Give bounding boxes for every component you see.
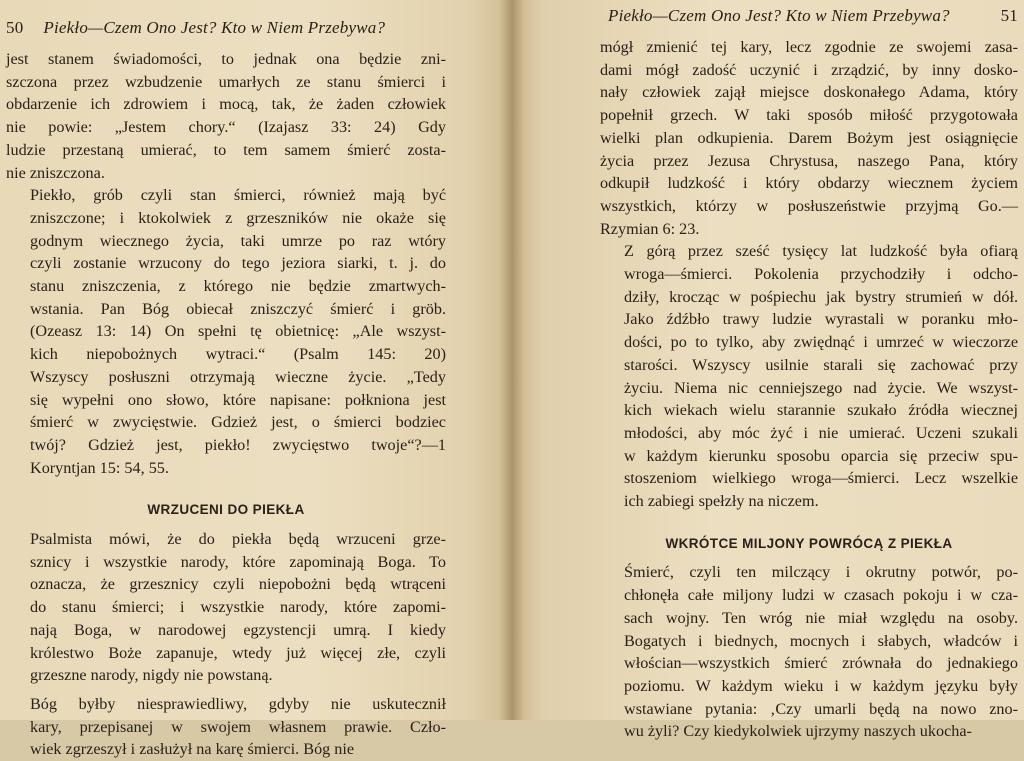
text-line: sznicy i wszystkie narody, które zapominają Boga. To — [30, 552, 446, 571]
right-page — [512, 0, 1024, 741]
text-line: zniszczone; i ktokolwiek z grzeszników nie okaże się — [30, 208, 446, 227]
text-line: w każdym kierunku sposobu oparcia się przeciw spu- — [624, 446, 1018, 465]
right-body-text — [600, 36, 1018, 743]
text-line: wielki plan odkupienia. Darem Bożym jest osiągnięcie — [600, 128, 1018, 147]
left-paragraph-2 — [6, 184, 446, 479]
text-line: nie powie: „Jestem chory.“ (Izajasz 33: 24) Gdy — [6, 118, 446, 137]
text-line: królestwo Boże zapanuje, wtedy już więcej złe, czyli — [30, 643, 446, 662]
text-line: wstawiane pytania: ‚Czy umarli będą na nowo zno- — [624, 699, 1018, 718]
right-running-title: Piekło—Czem Ono Jest? Kto w Niem Przebywa? — [608, 6, 950, 25]
text-line: starości. Wszyscy usilnie starali się zachować przy — [624, 355, 1018, 374]
text-line: kary, przepisanej w swojem własnem prawie. Czło- — [30, 717, 446, 736]
left-paragraph-1 — [6, 48, 446, 184]
text-line: Psalmista mówi, że do piekła będą wrzuceni grze- — [30, 530, 446, 549]
text-line: wu żyli? Czy kiedykolwiek ujrzymy naszych ukocha- — [624, 722, 972, 741]
left-paragraph-3 — [6, 528, 446, 687]
text-line: (Ozeasz 13: 14) On spełni tę obietnicę: „Ale wszyst- — [30, 322, 446, 341]
left-page-number: 50 — [6, 18, 24, 37]
text-line: kich wiekach wielu starannie szukało źródła wiecznej — [624, 401, 1018, 420]
left-paragraph-4 — [6, 693, 446, 761]
text-line: dości, po to tylko, aby zwiędnąć i umrzeć w wieczorze — [624, 333, 1018, 352]
right-running-head — [600, 6, 1018, 28]
text-line: Piekło, grób czyli stan śmierci, również mają być — [30, 186, 446, 205]
text-line: wroga—śmierci. Pokolenia przychodziły i odcho- — [624, 265, 1018, 284]
text-line: jest stanem świadomości, to jednak ona będzie zni- — [6, 50, 446, 68]
left-body-text — [6, 48, 446, 761]
left-running-title: Piekło—Czem Ono Jest? Kto w Niem Przebywa? — [43, 18, 386, 37]
text-line: młodości, aby móc żyć i nie umierać. Uczeni szukali — [624, 423, 1018, 442]
right-section-heading: WKRÓTCE MILJONY POWRÓCĄ Z PIEKŁA — [665, 535, 953, 551]
text-line: do stanu śmierci; i wszystkie narody, które zapomi- — [30, 598, 446, 617]
text-line: nają Boga, w narodowej egzystencji umrą. I kiedy — [30, 620, 446, 639]
text-line: kich niepobożnych wytraci.“ (Psalm 145: 20) — [30, 345, 446, 364]
text-line: Bogatych i biednych, mocnych i słabych, władców i — [624, 631, 1018, 650]
text-line: grzeszne narody, nigdy nie powstaną. — [30, 666, 273, 685]
text-line: włościan—wszystkich śmierć zrównała do jednakiego — [624, 654, 1018, 673]
right-paragraph-3 — [600, 561, 1018, 743]
text-line: ich zabiegi spełzły na niczem. — [624, 492, 819, 511]
right-page-number: 51 — [1000, 6, 1018, 25]
right-paragraph-1 — [600, 36, 1018, 240]
text-line: dziły, krocząc w pośpiechu jak bystry strumień w dół. — [624, 287, 1018, 306]
text-line: szczona przez wzbudzenie umarłych ze stanu śmierci i — [6, 72, 446, 91]
text-line: ludzie przestaną umierać, to tem samem śmierć zosta- — [6, 140, 446, 159]
text-line: chłonęła całe miljony ludzi w czasach pokoju i w cza- — [624, 586, 1018, 605]
text-line: życia przez Jezusa Chrystusa, naszego Pana, który — [600, 151, 1018, 170]
text-line: stanu zniszczenia, z którego nie będzie zmartwych- — [30, 277, 446, 296]
text-line: popełnił grzech. W taki sposób miłość przygotowała — [600, 106, 1018, 125]
text-line: życiu. Niema nic cenniejszego nad życie. We wszyst- — [624, 378, 1018, 397]
text-line: nały człowiek zajął miejsce doskonałego Adama, który — [600, 83, 1018, 102]
text-line: poziomu. W każdym wieku i w każdym języku były — [624, 676, 1018, 695]
left-page — [0, 0, 512, 759]
text-line: obdarzenie ich zdrowiem i mocą, tak, że żaden człowiek — [6, 95, 446, 114]
text-line: odkupił ludzkość i który obdarzy wiecznem życiem — [600, 174, 1018, 193]
text-line: dami mógł zadość uczynić i zrządzić, by inny dosko- — [600, 60, 1018, 79]
text-line: sach wojny. Ten wróg nie miał względu na osoby. — [624, 608, 1018, 627]
text-line: Śmierć, czyli ten milczący i okrutny potwór, po- — [624, 563, 1018, 582]
text-line: godnym wiecznego życia, taki umrze po raz wtóry — [30, 231, 446, 250]
text-line: nie zniszczona. — [6, 163, 105, 182]
text-line: stoszeniom wielkiego wroga—śmierci. Lecz wszelkie — [624, 469, 1018, 488]
text-line: twój? Gdzież jest, piekło! zwycięstwo twoje“?—1 — [30, 435, 446, 454]
text-line: Rzymian 6: 23. — [600, 219, 700, 238]
text-line: mógł zmienić tej kary, lecz zgodnie ze swojemi zasa- — [600, 38, 1018, 56]
text-line: Bóg byłby niesprawiedliwy, gdyby nie uskutecznił — [30, 694, 446, 713]
text-line: wstania. Pan Bóg obiecał zniszczyć śmierć i gröb. — [30, 299, 446, 318]
text-line: Wszyscy posłuszni otrzymają wieczne życie. „Tedy — [30, 367, 446, 386]
text-line: oznacza, że grzesznicy czyli niepobożni będą wtrąceni — [30, 575, 446, 594]
text-line: się wypełni ono słowo, które napisane: połkniona jest — [30, 390, 446, 409]
text-line: Z górą przez sześć tysięcy lat ludzkość była ofiarą — [624, 242, 1018, 261]
text-line: Jako źdźbło trawy ludzie wyrastali w poranku mło- — [624, 310, 1018, 329]
text-line: wiek zgrzeszył i zasłużył na karę śmierci. Bóg nie — [30, 740, 355, 759]
right-paragraph-2 — [600, 240, 1018, 512]
text-line: śmierć w zwycięstwie. Gdzież jest, o śmierci bodziec — [30, 413, 446, 432]
text-line: wszystkich, którzy w posłuszeństwie przyjmą Go.— — [600, 196, 1018, 215]
text-line: Koryntjan 15: 54, 55. — [30, 458, 169, 477]
left-section-heading: WRZUCENI DO PIEKŁA — [147, 502, 305, 518]
left-running-head — [6, 18, 446, 40]
text-line: czyli zostanie wrzucony do tego jeziora siarki, t. j. do — [30, 254, 446, 273]
